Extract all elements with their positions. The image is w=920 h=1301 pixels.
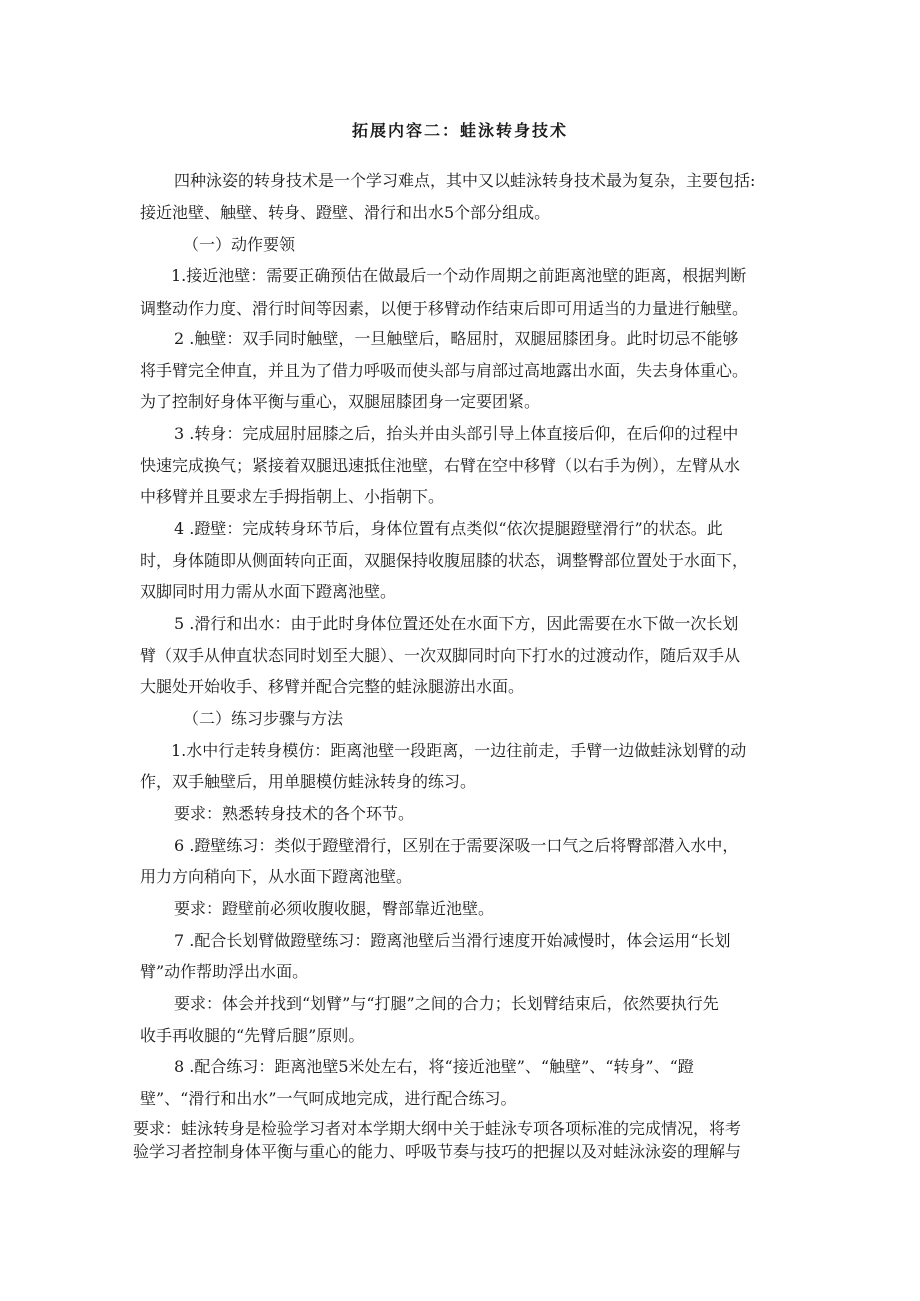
paragraph-line: 将手臂完全伸直，并且为了借力呼吸而使头部与肩部过高地露出水面，失去身体重心。	[140, 361, 749, 380]
paragraph-line: 臂（双手从伸直状态同时划至大腿）、一次双脚同时向下打水的过渡动作，随后双手从	[140, 646, 741, 665]
paragraph-line: 中移臂并且要求左手拇指朝上、小指朝下。	[140, 487, 445, 506]
paragraph-line: 1.水中行走转身模仿：距离池壁一段距离，一边往前走，手臂一边做蛙泳划臂的动	[171, 741, 747, 760]
paragraph-line: 壁”、“滑行和出水”一气呵成地完成，进行配合练习。	[140, 1089, 517, 1108]
paragraph-line: 用力方向稍向下，从水面下蹬离池壁。	[140, 867, 413, 886]
paragraph-line: 作，双手触壁后，用单腿模仿蛙泳转身的练习。	[140, 772, 477, 791]
paragraph-line: 2 .触壁：双手同时触壁，一旦触壁后，略屈肘，双腿屈膝团身。此时切忌不能够	[174, 329, 739, 348]
intro-line: 四种泳姿的转身技术是一个学习难点，其中又以蛙泳转身技术最为复杂，主要包括:	[174, 171, 756, 190]
section-heading: （二）练习步骤与方法	[183, 709, 344, 728]
paragraph-line: 快速完成换气；紧接着双腿迅速抵住池壁，右臂在空中移臂（以右手为例），左臂从水	[140, 456, 741, 475]
requirement-line: 要求：熟悉转身技术的各个环节。	[174, 804, 415, 823]
paragraph-line: 5 .滑行和出水：由于此时身体位置还处在水面下方，因此需要在水下做一次长划	[174, 614, 739, 633]
paragraph-line: 时，身体随即从侧面转向正面，双腿保持收腹屈膝的状态，调整臀部位置处于水面下，	[140, 551, 749, 570]
requirement-line: 要求：蹬壁前必须收腹收腿，臀部靠近池壁。	[174, 899, 495, 918]
paragraph-line: 6 .蹬壁练习：类似于蹬壁滑行，区别在于需要深吸一口气之后将臀部潜入水中，	[174, 836, 739, 855]
paragraph-line: 臂”动作帮助浮出水面。	[140, 962, 309, 981]
paragraph-line: 验学习者控制身体平衡与重心的能力、呼吸节奏与技巧的把握以及对蛙泳泳姿的理解与	[133, 1142, 742, 1161]
paragraph-line: 7 .配合长划臂做蹬壁练习：蹬离池壁后当滑行速度开始减慢时，体会运用“长划	[174, 931, 731, 950]
intro-line: 接近池壁、触壁、转身、蹬壁、滑行和出水5个部分组成。	[140, 203, 551, 222]
paragraph-line: 为了控制好身体平衡与重心，双腿屈膝团身一定要团紧。	[140, 392, 541, 411]
paragraph-line: 3 .转身：完成屈肘屈膝之后，抬头并由头部引导上体直接后仰，在后仰的过程中	[174, 424, 739, 443]
paragraph-line: 收手再收腿的“先臂后腿”原则。	[140, 1026, 365, 1045]
paragraph-line: 4 .蹬壁：完成转身环节后，身体位置有点类似“依次提腿蹬壁滑行”的状态。此	[174, 519, 723, 538]
section-heading: （一）动作要领	[183, 235, 296, 254]
requirement-line: 要求：蛙泳转身是检验学习者对本学期大纲中关于蛙泳专项各项标准的完成情况，将考	[133, 1119, 742, 1138]
paragraph-line: 1.接近池壁：需要正确预估在做最后一个动作周期之前距离池壁的距离，根据判断	[171, 266, 747, 285]
paragraph-line: 8 .配合练习：距离池壁5米处左右，将“接近池壁”、“触壁”、“转身”、“蹬	[174, 1057, 694, 1076]
requirement-line: 要求：体会并找到“划臂”与“打腿”之间的合力；长划臂结束后，依然要执行先	[174, 994, 719, 1013]
paragraph-line: 双脚同时用力需从水面下蹬离池壁。	[140, 582, 397, 601]
page-title: 拓展内容二：蛙泳转身技术	[351, 121, 568, 140]
paragraph-line: 大腿处开始收手、移臂并配合完整的蛙泳腿游出水面。	[140, 677, 525, 696]
paragraph-line: 调整动作力度、滑行时间等因素，以便于移臂动作结束后即可用适当的力量进行触壁。	[140, 299, 749, 318]
